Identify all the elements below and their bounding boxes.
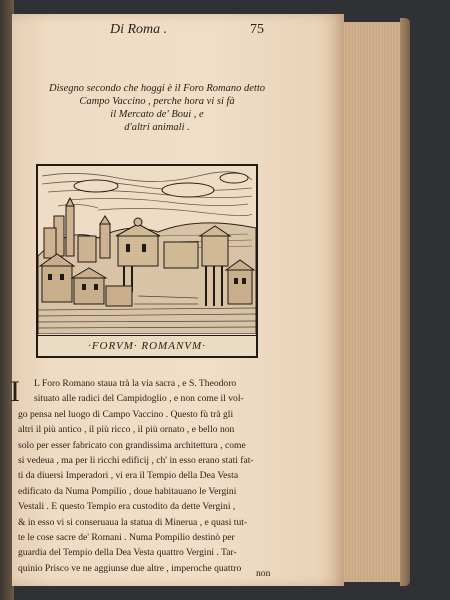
caption-line: d'altri animali . (124, 122, 190, 133)
text-line: go pensa nel luogo di Campo Vaccino . Questo fù trà gli (18, 408, 234, 420)
text-line: edificato da Numa Pompilio , doue habitauano le Vergini (18, 485, 237, 497)
woodcut-illustration (36, 164, 258, 358)
page-number: 75 (250, 22, 264, 37)
text-line: situato alle radici del Campidoglio , e non come il vol- (34, 393, 244, 405)
caption-line: il Mercato de' Boui , e (110, 109, 204, 120)
body-text (18, 376, 290, 576)
text-line: ti da diuersi Imperadori , vi era il Tempio della Dea Vesta (18, 470, 239, 482)
caption-line: Campo Vaccino , perche hora vi si fà (79, 96, 235, 107)
text-line: te le cose sacre de' Romani . Numa Pompilio destinò per (18, 531, 235, 543)
book-page (12, 14, 344, 586)
text-line: si vedeua , ma per li ricchi edificij , ch' in esso erano stati fat- (18, 454, 254, 466)
plate-caption: ·FORVM· ROMANVM· (38, 335, 256, 356)
text-line: L Foro Romano staua trà la via sacra , e S. Theodoro (34, 378, 237, 389)
forum-romanum-engraving (38, 166, 256, 334)
page-header (12, 22, 344, 42)
text-line: solo per esser fabricato con grandissima architettura , come (18, 439, 246, 451)
illustration-caption (22, 82, 292, 134)
drop-cap: I (10, 375, 20, 408)
running-head: Di Roma . (110, 22, 168, 37)
text-line: altri il più antico , il più ricco , il più ornato , e bello non (18, 424, 235, 436)
page-stack (338, 22, 408, 582)
catchword: non (256, 568, 271, 579)
book-edge (400, 18, 410, 586)
text-line: guardia del Tempio della Dea Vesta quattro Vergini . Tar- (18, 547, 237, 559)
caption-line: Disegno secondo che hoggi è il Foro Romano detto (49, 83, 265, 94)
text-line: & in esso vi si conseruaua la statua di Minerua , e quasi tut- (18, 516, 248, 528)
text-line: Vestali . E questo Tempio era custodito da dette Vergini , (18, 501, 236, 513)
text-line: quinio Prisco ve ne aggiunse due altre , imperoche quattro (18, 562, 242, 574)
